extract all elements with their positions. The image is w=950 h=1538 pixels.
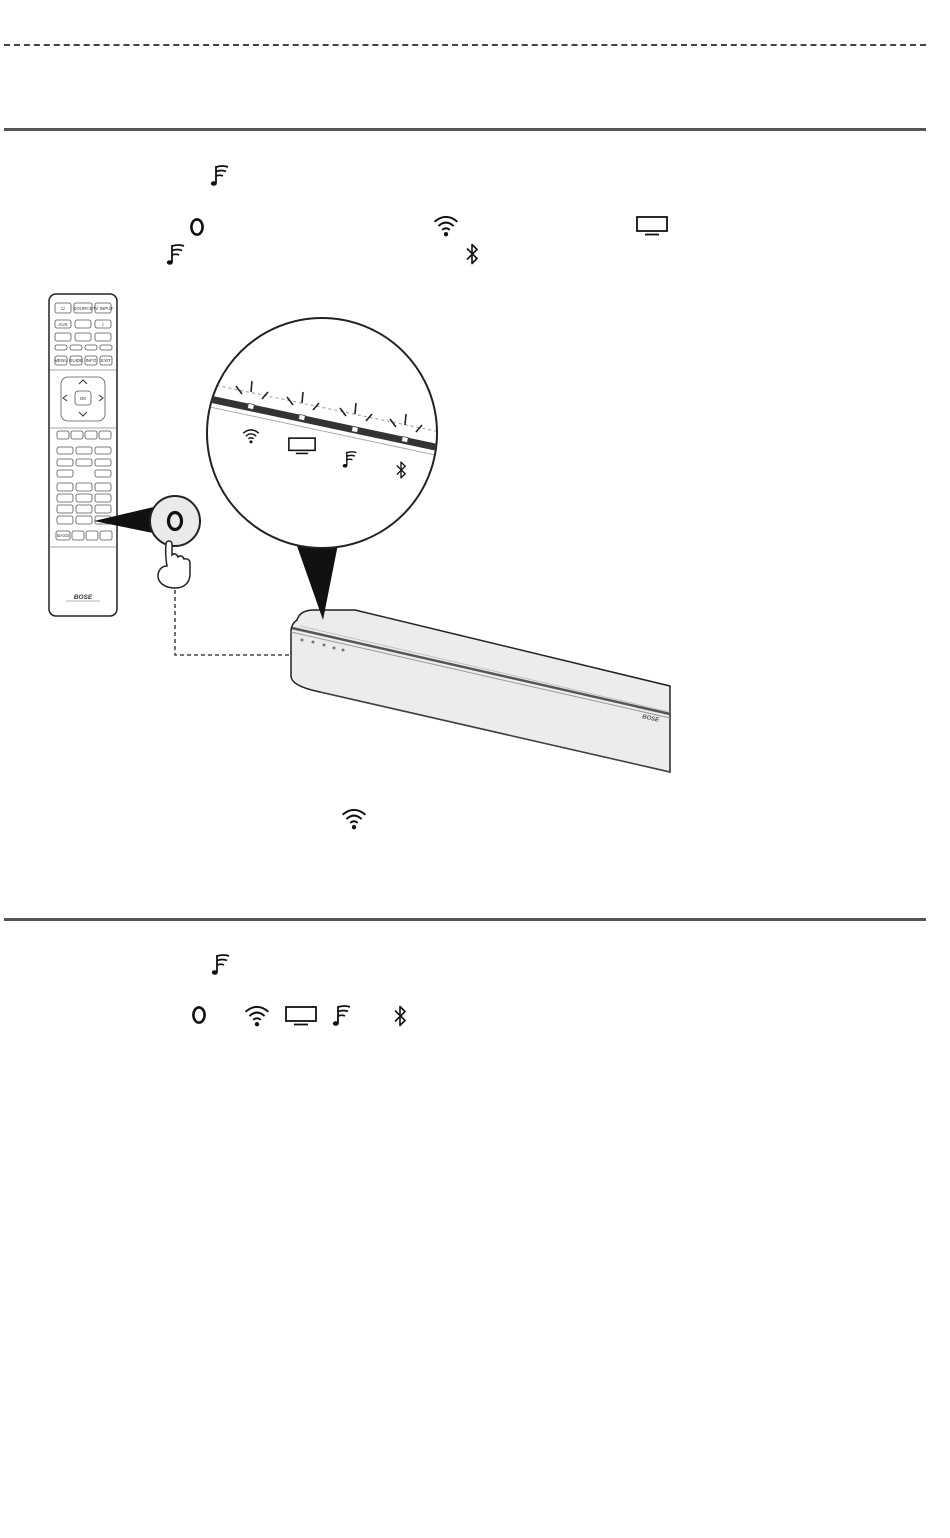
- remote-control: [49, 294, 117, 616]
- music-note-wifi-icon: [332, 1003, 352, 1027]
- bluetooth-icon: [393, 1004, 407, 1028]
- section-divider-2: [4, 918, 926, 921]
- svg-text:OK: OK: [79, 396, 87, 401]
- action-button-icon: [189, 217, 205, 237]
- svg-text:AUX: AUX: [58, 322, 68, 327]
- action-button-icon: [191, 1005, 207, 1025]
- wifi-icon: [433, 213, 459, 237]
- svg-text:SOURCE: SOURCE: [73, 306, 93, 311]
- music-note-wifi-icon: [211, 952, 231, 976]
- music-note-wifi-icon: [166, 242, 186, 266]
- svg-text:BOSE: BOSE: [641, 714, 660, 724]
- svg-text:INFO: INFO: [85, 358, 97, 363]
- svg-text:⏻: ⏻: [61, 306, 65, 311]
- svg-text:GUIDE: GUIDE: [68, 358, 84, 363]
- tv-icon: [636, 216, 668, 236]
- svg-text:BOSE: BOSE: [73, 594, 93, 601]
- bluetooth-icon: [465, 242, 479, 266]
- soundbar: [291, 610, 670, 772]
- light-bar-magnified: [205, 318, 440, 548]
- pointing-hand-icon: [158, 541, 190, 588]
- svg-text:BASS: BASS: [56, 533, 70, 538]
- illustration: [0, 280, 950, 780]
- wifi-icon: [244, 1003, 270, 1027]
- action-button-magnified: [150, 496, 200, 546]
- svg-text:ᛒ: ᛒ: [101, 322, 105, 327]
- wifi-icon: [341, 806, 367, 830]
- dashed-divider: [4, 44, 926, 46]
- svg-text:TV INPUT: TV INPUT: [92, 306, 114, 311]
- tv-icon: [285, 1006, 317, 1026]
- music-note-wifi-icon: [210, 163, 230, 187]
- svg-text:MENU: MENU: [54, 358, 68, 363]
- section-divider-1: [4, 128, 926, 131]
- svg-text:EXIT: EXIT: [100, 358, 112, 363]
